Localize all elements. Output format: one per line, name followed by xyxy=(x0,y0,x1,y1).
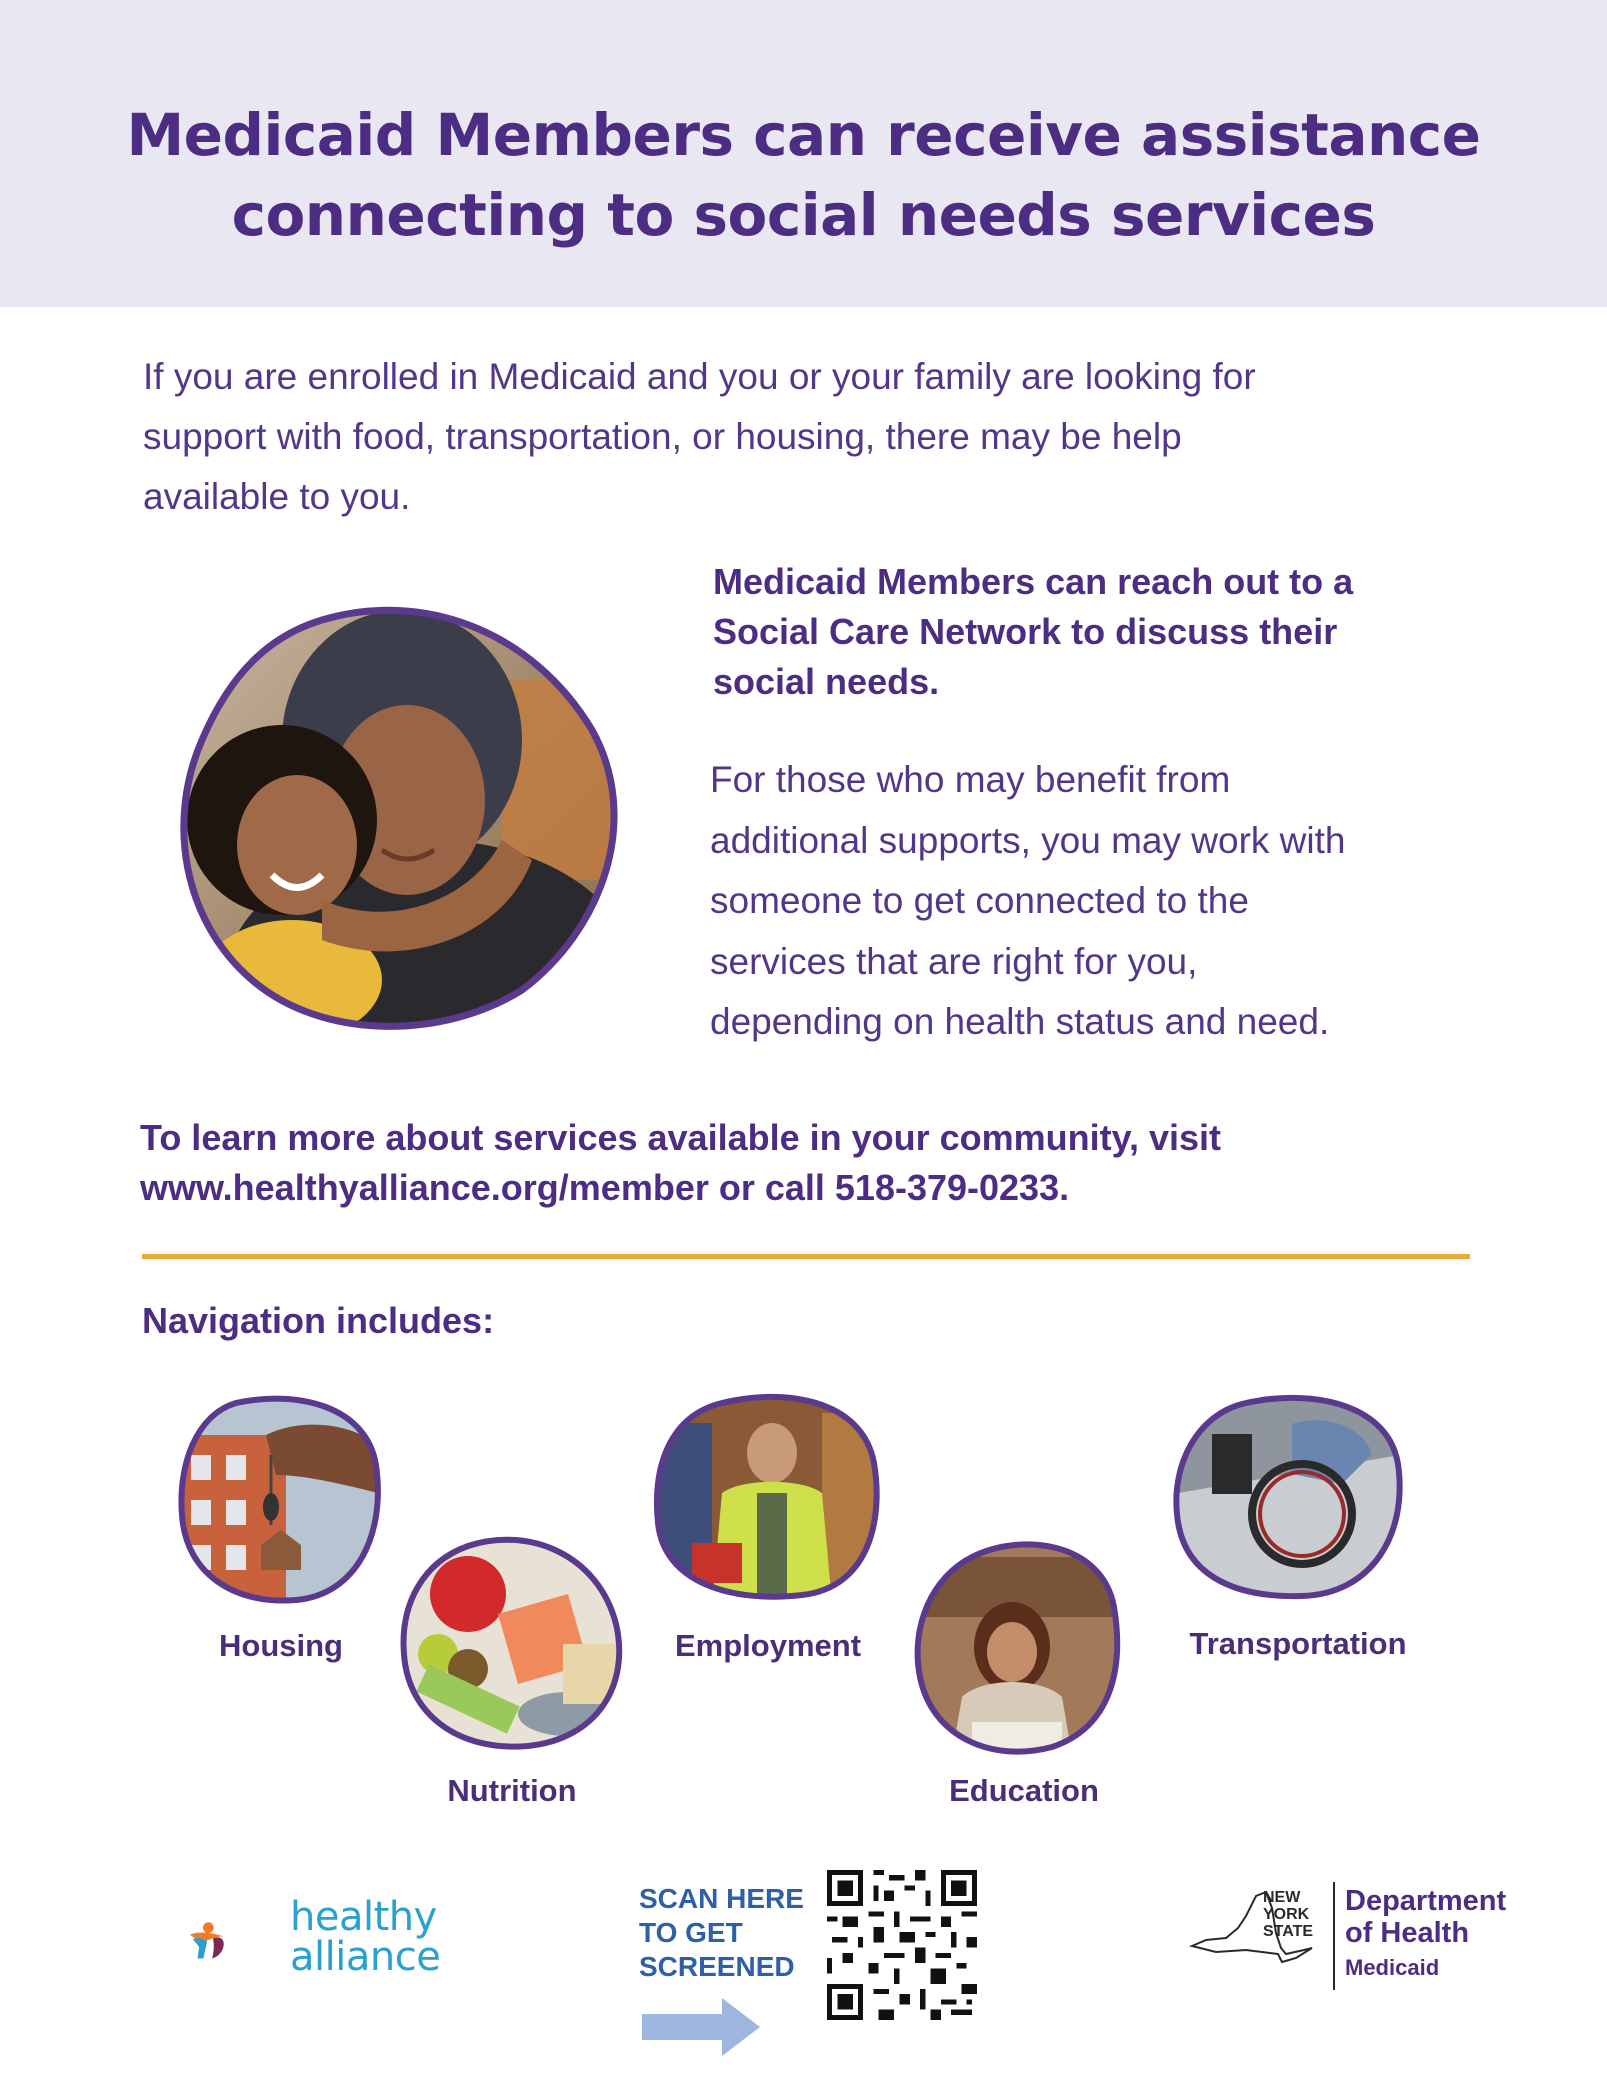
doh-line-1: Department xyxy=(1345,1885,1507,1917)
nys-line-3: STATE xyxy=(1263,1923,1314,1940)
nys-wordmark xyxy=(1263,1889,1313,1940)
education-photo xyxy=(912,1537,1124,1755)
nutrition-photo xyxy=(398,1534,624,1752)
header-banner xyxy=(0,0,1607,307)
employment-photo xyxy=(652,1393,884,1603)
scan-line-2: TO GET xyxy=(639,1917,743,1948)
learn-more-line-1: To learn more about services available in your community, visit xyxy=(140,1117,1222,1158)
family-hug-photo xyxy=(172,600,620,1032)
gold-divider xyxy=(142,1254,1470,1259)
medicaid-label: Medicaid xyxy=(1345,1955,1440,1980)
feature-heading-line-2: Social Care Network to discuss their xyxy=(713,611,1338,652)
arrow-right-icon xyxy=(642,1998,760,2056)
healthy-alliance-logo-icon xyxy=(186,1888,290,1992)
ha-line-2: alliance xyxy=(290,1934,441,1980)
category-label-housing: Housing xyxy=(219,1628,343,1663)
qr-code-icon[interactable] xyxy=(827,1870,977,2020)
feature-heading-line-1: Medicaid Members can reach out to a xyxy=(713,561,1354,602)
social-care-heading xyxy=(713,557,1493,707)
intro-line-1: If you are enrolled in Medicaid and you or your family are looking for xyxy=(143,356,1256,397)
category-label-employment: Employment xyxy=(674,1628,862,1663)
transportation-photo xyxy=(1172,1394,1406,1602)
feature-text-line-2: additional supports, you may work with xyxy=(710,819,1346,861)
category-label-nutrition: Nutrition xyxy=(447,1773,577,1808)
nys-line-1: NEW xyxy=(1263,1889,1301,1906)
category-label-transportation: Transportation xyxy=(1189,1626,1407,1661)
scan-line-1: SCAN HERE xyxy=(639,1883,804,1914)
supports-paragraph xyxy=(710,750,1500,1053)
scan-instructions xyxy=(639,1882,804,1984)
feature-text-line-3: someone to get connected to the xyxy=(710,880,1249,921)
doh-line-2: of Health xyxy=(1345,1917,1470,1949)
logo-divider xyxy=(1333,1882,1335,1990)
page-title xyxy=(0,95,1607,255)
feature-text-line-5: depending on health status and need. xyxy=(710,1001,1330,1042)
title-line-2: connecting to social needs services xyxy=(231,181,1376,249)
intro-paragraph xyxy=(143,347,1443,527)
feature-text-line-1: For those who may benefit from xyxy=(710,759,1231,800)
learn-more-line-2[interactable]: www.healthyalliance.org/member or call 518-379-0233. xyxy=(140,1167,1070,1208)
feature-text-line-4: services that are right for you, xyxy=(710,940,1198,982)
nys-line-2: YORK xyxy=(1263,1906,1310,1923)
category-label-education: Education xyxy=(949,1773,1099,1808)
intro-line-2: support with food, transportation, or housing, there may be help xyxy=(143,416,1182,457)
title-line-1: Medicaid Members can receive assistance xyxy=(126,101,1481,169)
navigation-title: Navigation includes: xyxy=(142,1300,495,1341)
housing-photo xyxy=(176,1395,384,1607)
ha-line-1: healthy xyxy=(290,1894,437,1940)
department-of-health-title xyxy=(1345,1885,1506,1949)
feature-heading-line-3: social needs. xyxy=(713,661,940,702)
intro-line-3: available to you. xyxy=(143,476,411,517)
scan-line-3: SCREENED xyxy=(639,1951,795,1982)
healthy-alliance-wordmark xyxy=(290,1894,441,1980)
learn-more-text xyxy=(140,1113,1520,1213)
